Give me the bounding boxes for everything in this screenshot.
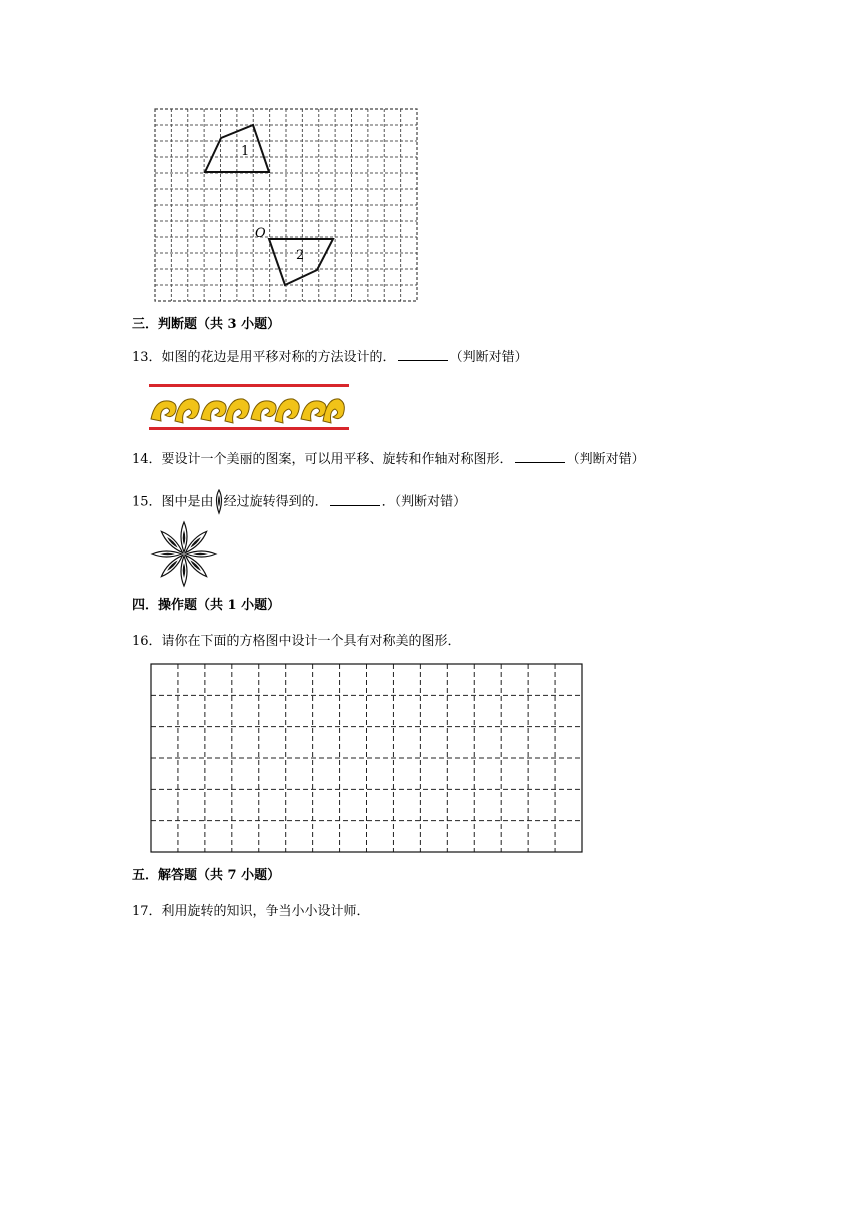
origin-label: O: [255, 226, 266, 241]
question-15: [132, 489, 466, 515]
question-13: [132, 348, 528, 367]
question-suffix: ．（判断对错）: [381, 494, 467, 510]
question-number: 16．: [132, 634, 162, 649]
lace-border-figure: [149, 383, 349, 433]
drawing-grid[interactable]: [150, 663, 584, 854]
petal-icon: [214, 489, 224, 515]
question-number: 17．: [132, 904, 162, 919]
question-suffix: （判断对错）: [449, 350, 528, 365]
shape-1-label: 1: [241, 144, 250, 159]
section-heading-judgement: 三．判断题（共 3 小题）: [132, 317, 281, 332]
section-heading-solution: 五．解答题（共 7 小题）: [132, 868, 281, 883]
question-text-before: 图中是由: [161, 494, 214, 510]
rotation-star-figure: [150, 520, 218, 588]
question-number: 13．: [132, 350, 162, 365]
question-text: 利用旋转的知识，争当小小设计师．: [161, 904, 370, 919]
question-text: 要设计一个美丽的图案，可以用平移、旋转和作轴对称图形．: [161, 452, 513, 467]
question-suffix: （判断对错）: [566, 452, 645, 467]
grid-figure-translation: [153, 107, 419, 305]
answer-blank[interactable]: [515, 450, 565, 463]
answer-blank[interactable]: [330, 493, 380, 506]
section-heading-operation: 四．操作题（共 1 小题）: [132, 598, 281, 613]
question-14: [132, 450, 645, 469]
question-16: [132, 633, 461, 651]
answer-blank[interactable]: [398, 348, 448, 361]
shape-2-label: 2: [296, 248, 305, 263]
question-text-after: 经过旋转得到的．: [223, 494, 328, 510]
question-number: 14．: [132, 452, 162, 467]
question-text: 如图的花边是用平移对称的方法设计的．: [161, 350, 396, 365]
question-17: [132, 903, 370, 921]
question-text: 请你在下面的方格图中设计一个具有对称美的图形．: [161, 634, 461, 649]
question-number: 15．: [132, 494, 162, 510]
